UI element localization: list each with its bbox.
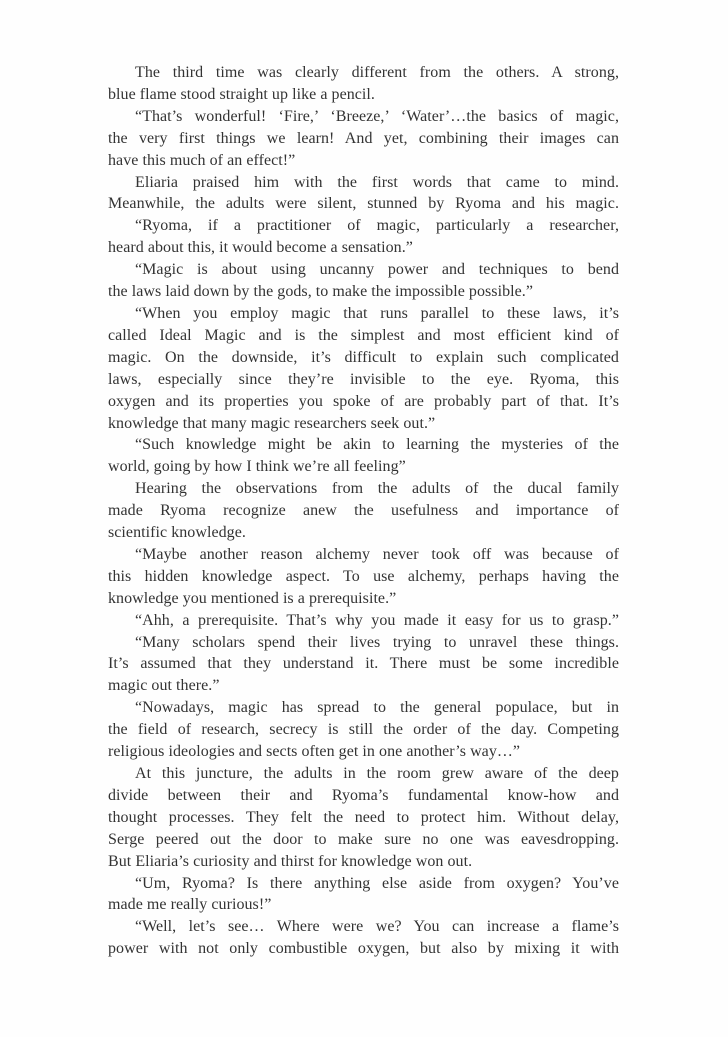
paragraph xyxy=(108,106,619,172)
text-line: divide between their and Ryoma’s fundamental know-how and xyxy=(108,786,619,804)
paragraph xyxy=(108,916,619,960)
text-line: “Such knowledge might be akin to learning the mysteries of the xyxy=(135,436,619,454)
text-line: magic out there.” xyxy=(108,677,220,695)
text-line: Serge peered out the door to make sure no one was eavesdropping. xyxy=(108,830,619,848)
text-line: Hearing the observations from the adults of the ducal family xyxy=(135,480,619,498)
paragraph xyxy=(108,610,619,632)
text-line: knowledge you mentioned is a prerequisite.” xyxy=(108,589,397,607)
text-line: “That’s wonderful! ‘Fire,’ ‘Breeze,’ ‘Water’…the basics of magic, xyxy=(135,107,619,125)
text-line: called Ideal Magic and is the simplest and most efficient kind of xyxy=(108,326,619,344)
text-line: “Maybe another reason alchemy never took off was because of xyxy=(135,545,619,563)
text-line: thought processes. They felt the need to protect him. Without delay, xyxy=(108,808,619,826)
text-line: the very first things we learn! And yet, combining their images can xyxy=(108,129,619,147)
text-line: heard about this, it would become a sensation.” xyxy=(108,239,413,257)
text-line: “Ahh, a prerequisite. That’s why you made it easy for us to grasp.” xyxy=(135,611,619,629)
text-block xyxy=(108,62,619,960)
paragraph xyxy=(108,763,619,873)
paragraph xyxy=(108,544,619,610)
text-line: magic. On the downside, it’s difficult to explain such complicated xyxy=(108,348,619,366)
paragraph xyxy=(108,873,619,917)
text-line: “Well, let’s see… Where were we? You can increase a flame’s xyxy=(135,918,619,936)
text-line: “Ryoma, if a practitioner of magic, particularly a researcher, xyxy=(135,217,619,235)
paragraph xyxy=(108,434,619,478)
text-line: “When you employ magic that runs parallel to these laws, it’s xyxy=(135,304,619,322)
text-line: religious ideologies and sects often get in one another’s way…” xyxy=(108,743,521,761)
text-line: “Magic is about using uncanny power and techniques to bend xyxy=(135,261,619,279)
text-line: the laws laid down by the gods, to make the impossible possible.” xyxy=(108,283,533,301)
paragraph xyxy=(108,697,619,763)
text-line: scientific knowledge. xyxy=(108,524,246,542)
paragraph xyxy=(108,172,619,216)
text-line: have this much of an effect!” xyxy=(108,151,296,169)
paragraph xyxy=(108,303,619,434)
text-line: made me really curious!” xyxy=(108,896,272,914)
text-line: world, going by how I think we’re all feeling” xyxy=(108,458,406,476)
text-line: knowledge that many magic researchers seek out.” xyxy=(108,414,436,432)
text-line: this hidden knowledge aspect. To use alchemy, perhaps having the xyxy=(108,567,619,585)
text-line: made Ryoma recognize anew the usefulness and importance of xyxy=(108,502,619,520)
text-line: It’s assumed that they understand it. There must be some incredible xyxy=(108,655,619,673)
text-line: The third time was clearly different from the others. A strong, xyxy=(135,64,619,81)
paragraph xyxy=(108,62,619,106)
text-line: laws, especially since they’re invisible to the eye. Ryoma, this xyxy=(108,370,619,388)
paragraph xyxy=(108,478,619,544)
paragraph xyxy=(108,215,619,259)
text-line: Eliaria praised him with the first words that came to mind. xyxy=(135,173,619,191)
text-line: power with not only combustible oxygen, but also by mixing it with xyxy=(108,940,619,958)
text-line: But Eliaria’s curiosity and thirst for knowledge won out. xyxy=(108,852,473,870)
text-line: oxygen and its properties you spoke of are probably part of that. It’s xyxy=(108,392,619,410)
text-line: “Many scholars spend their lives trying to unravel these things. xyxy=(135,633,619,651)
text-line: “Um, Ryoma? Is there anything else aside from oxygen? You’ve xyxy=(135,874,619,892)
text-line: blue flame stood straight up like a pencil. xyxy=(108,85,375,103)
text-line: At this juncture, the adults in the room grew aware of the deep xyxy=(135,765,619,782)
text-line: the field of research, secrecy is still the order of the day. Competing xyxy=(108,721,619,739)
paragraph xyxy=(108,259,619,303)
text-line: “Nowadays, magic has spread to the general populace, but in xyxy=(135,699,619,717)
paragraph xyxy=(108,632,619,698)
text-line: Meanwhile, the adults were silent, stunned by Ryoma and his magic. xyxy=(108,195,619,213)
